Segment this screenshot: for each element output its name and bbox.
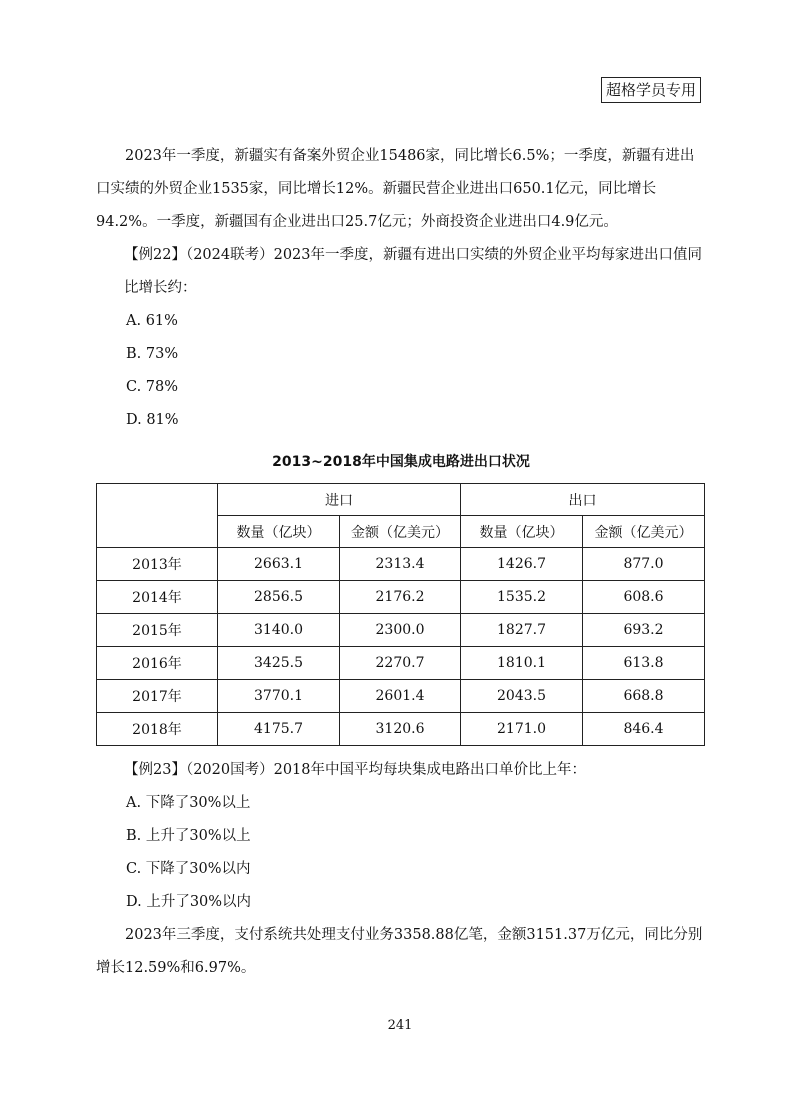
import-amount: 3120.6 [340,713,461,746]
export-amount: 693.2 [583,614,705,647]
import-amount: 2313.4 [340,548,461,581]
export-quantity: 1426.7 [461,548,583,581]
import-quantity: 2663.1 [218,548,340,581]
page-content [96,140,706,985]
row-year: 2016年 [97,647,218,680]
export-quantity: 1535.2 [461,581,583,614]
export-amount: 877.0 [583,548,705,581]
export-quantity: 1827.7 [461,614,583,647]
q22-option-a: A. 61% [126,313,178,329]
table-row [97,614,705,647]
q23-option-a: A. 下降了30%以上 [126,795,251,811]
q22-option-d: D. 81% [126,412,179,428]
export-quantity: 2043.5 [461,680,583,713]
ic-trade-table [96,483,705,746]
import-quantity: 4175.7 [218,713,340,746]
q22-option-b: B. 73% [126,346,179,362]
row-year: 2017年 [97,680,218,713]
row-year: 2015年 [97,614,218,647]
paragraph-payment-system: 2023年三季度，支付系统共处理支付业务3358.88亿笔，金额3151.37万亿元，同比分别增长12.59%和6.97%。 [96,927,703,976]
import-quantity: 2856.5 [218,581,340,614]
import-amount: 2270.7 [340,647,461,680]
row-year: 2018年 [97,713,218,746]
subheader-export-amount: 金额（亿美元） [583,516,705,548]
import-amount: 2300.0 [340,614,461,647]
table-row [97,680,705,713]
import-quantity: 3425.5 [218,647,340,680]
table-header-row [97,484,705,516]
import-amount: 2601.4 [340,680,461,713]
subheader-import-amount: 金额（亿美元） [340,516,461,548]
table-title: 2013~2018年中国集成电路进出口状况 [272,454,530,470]
table-row [97,548,705,581]
export-amount: 608.6 [583,581,705,614]
page-number: 241 [387,1018,413,1033]
student-only-badge: 超格学员专用 [601,77,701,103]
table-row [97,713,705,746]
export-amount: 613.8 [583,647,705,680]
import-quantity: 3140.0 [218,614,340,647]
export-amount: 846.4 [583,713,705,746]
import-amount: 2176.2 [340,581,461,614]
q22-option-c: C. 78% [126,379,179,395]
question-22: 【例22】（2024联考）2023年一季度，新疆有进出口实绩的外贸企业平均每家进出口值同比增长约： [124,247,703,296]
table-row [97,581,705,614]
table-row [97,647,705,680]
subheader-import-quantity: 数量（亿块） [218,516,340,548]
paragraph-xinjiang-trade: 2023年一季度，新疆实有备案外贸企业15486家，同比增长6.5%；一季度，新疆有进出口实绩的外贸企业1535家，同比增长12%。新疆民营企业进出口650.1亿元，同比增长94.2%。一季度，新疆国有企业进出口25.7亿元；外商投资企业进出口4.9亿元。 [96,148,695,230]
export-quantity: 2171.0 [461,713,583,746]
subheader-export-quantity: 数量（亿块） [461,516,583,548]
row-year: 2013年 [97,548,218,581]
header-export: 出口 [461,484,705,516]
q23-option-c: C. 下降了30%以内 [126,861,251,877]
export-quantity: 1810.1 [461,647,583,680]
question-23: 【例23】（2020国考）2018年中国平均每块集成电路出口单价比上年： [124,762,587,778]
import-quantity: 3770.1 [218,680,340,713]
q23-option-d: D. 上升了30%以内 [126,894,252,910]
row-year: 2014年 [97,581,218,614]
corner-cell [97,484,218,548]
q23-option-b: B. 上升了30%以上 [126,828,251,844]
header-import: 进口 [218,484,461,516]
export-amount: 668.8 [583,680,705,713]
